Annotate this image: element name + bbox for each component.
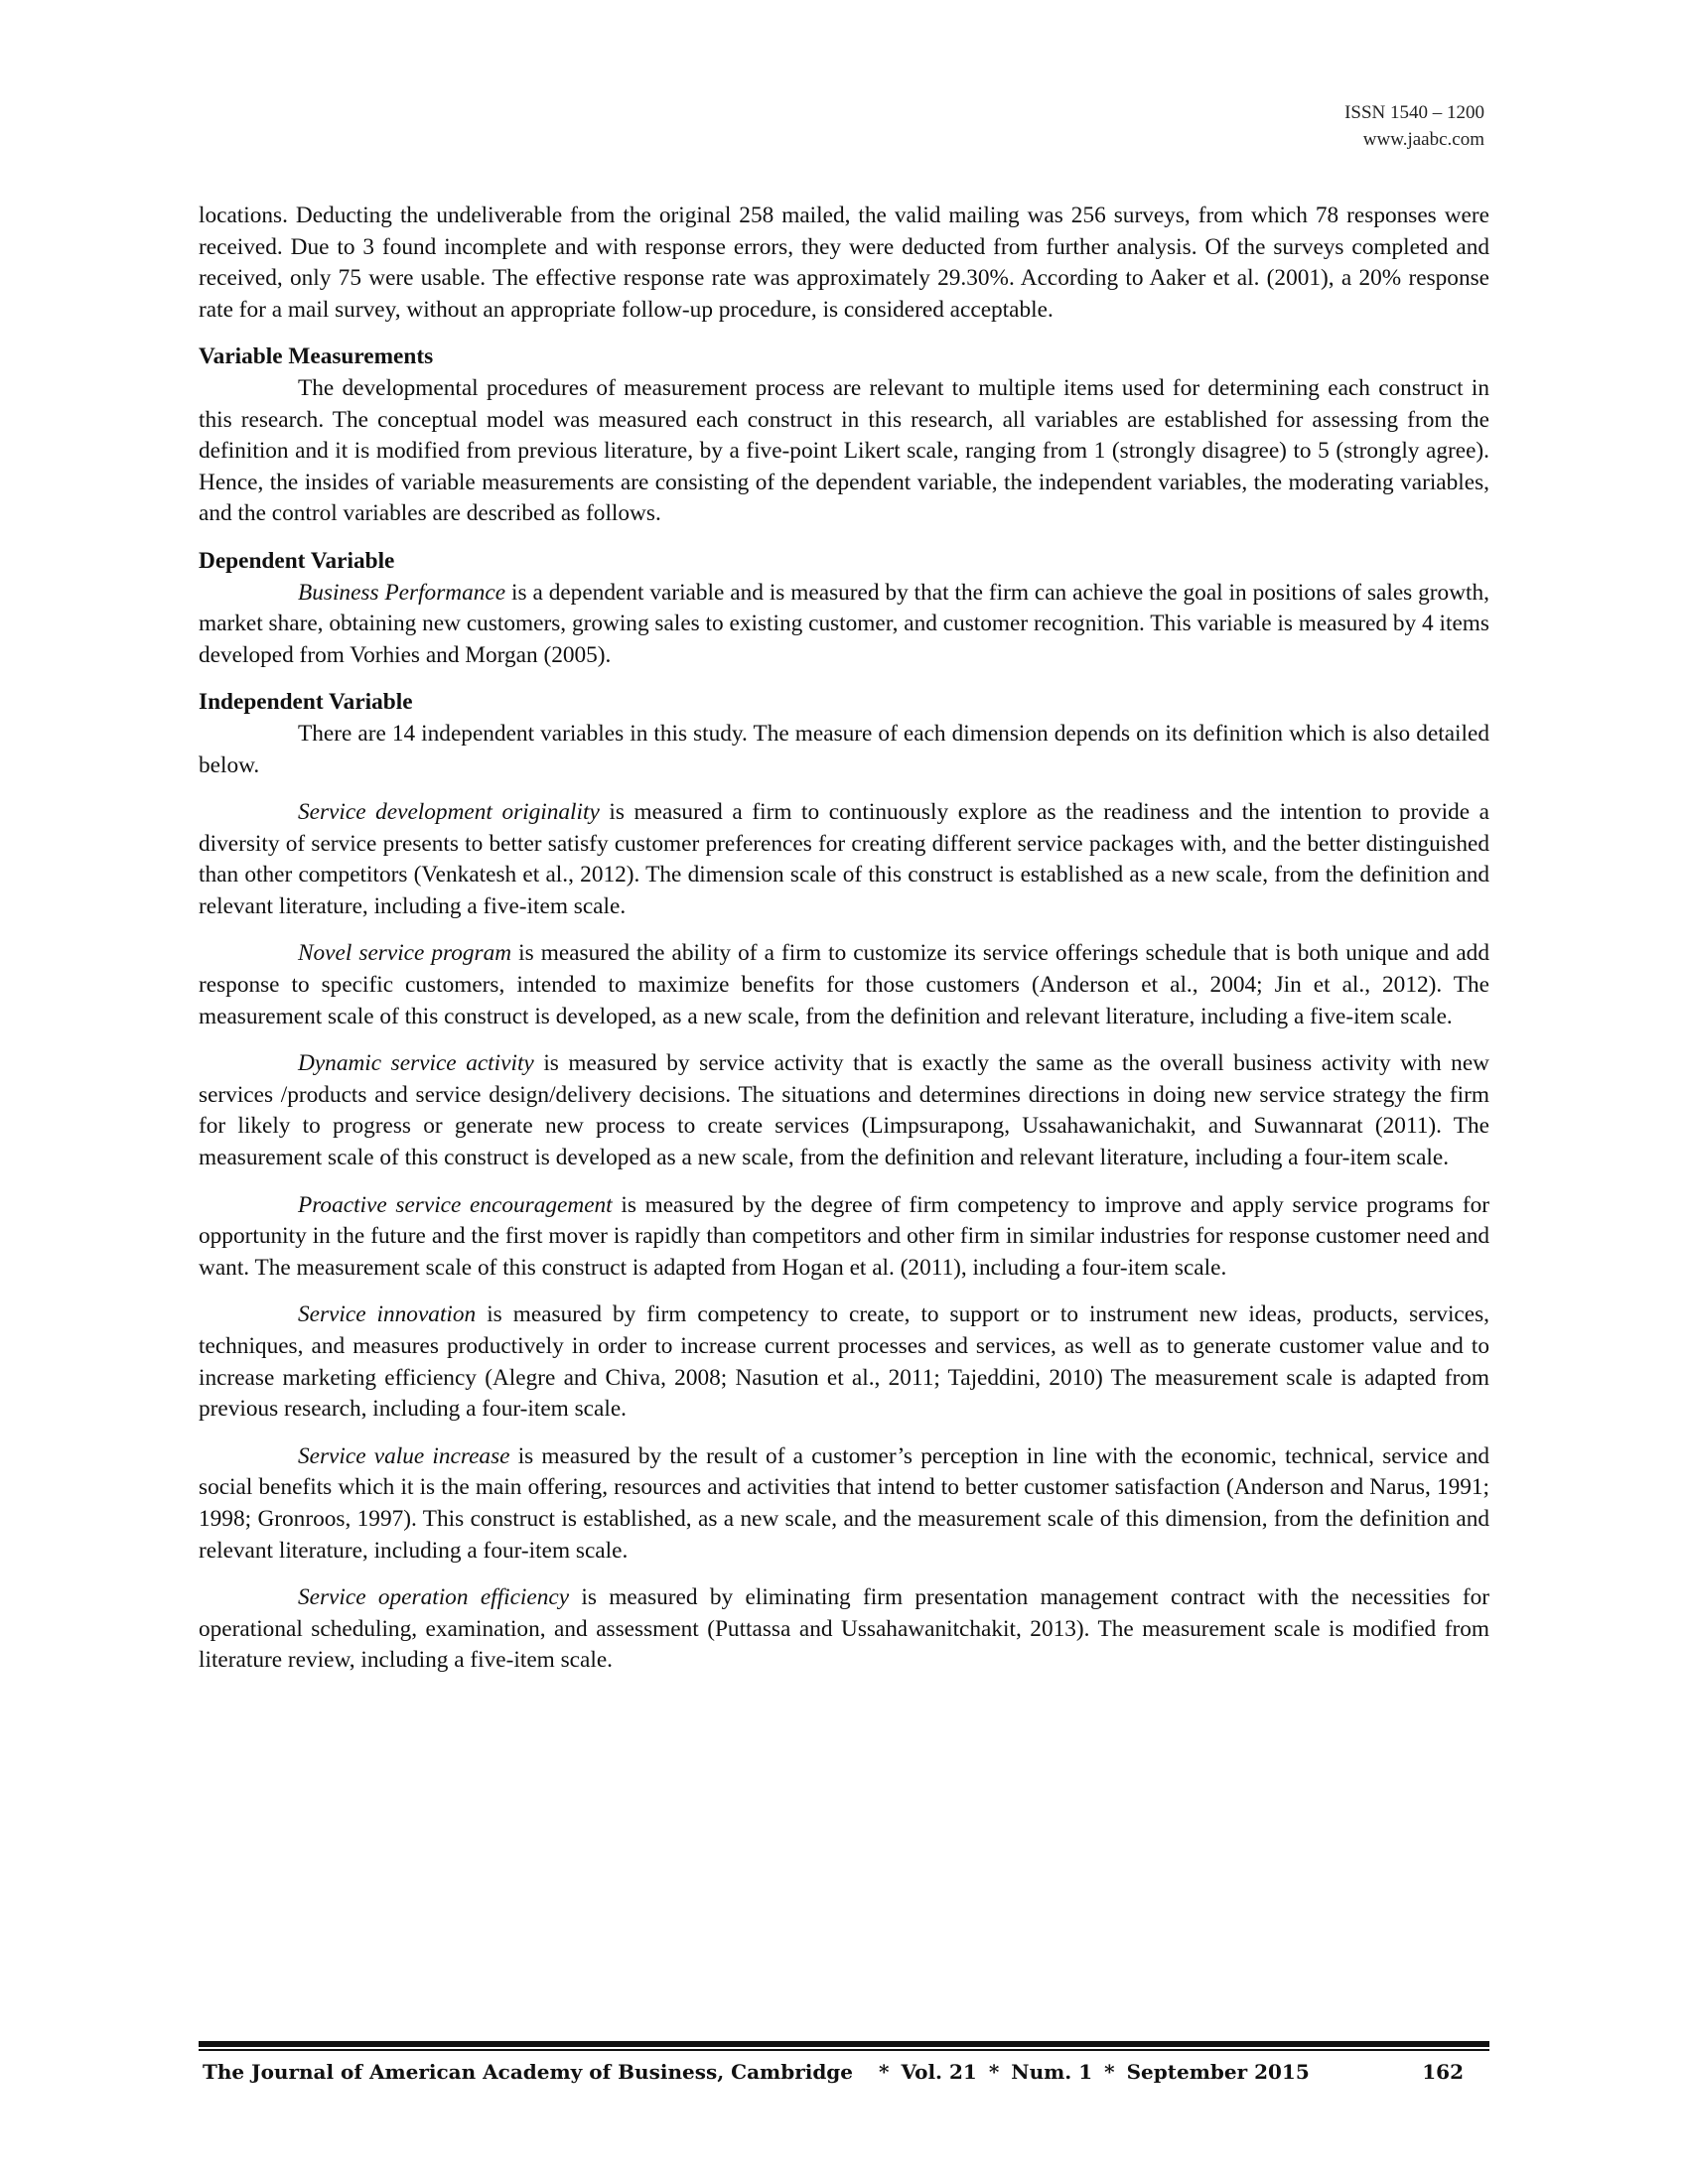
term-service-development-originality: Service development originality	[298, 799, 600, 826]
footer-journal-name: The Journal of American Academy of Business, Cambridge	[203, 2060, 854, 2084]
paragraph-dynamic-service-activity	[199, 1048, 1489, 1173]
text-proactive-service-encouragement: is measured by the degree of firm competency to improve and apply service programs for opportunity in the future and the first mover is rapidly than competitors and other firm in similar industries for response customer need and want. The measurement scale of this construct is adapted from Hogan et al. (2011), including a four-item scale.	[199, 1191, 1489, 1281]
independent-variable-paragraph: There are 14 independent variables in this study. The measure of each dimension depends on its definition which is also detailed below.	[199, 720, 1489, 778]
dependent-variable-paragraph	[199, 578, 1489, 672]
paragraph-novel-service-program	[199, 938, 1489, 1032]
variable-measurements-paragraph: The developmental procedures of measurement process are relevant to multiple items used for determining each construct in this research. The conceptual model was measured each construct in this research, all variables are established for assessing from the definition and it is modified from previous literature, by a five-point Likert scale, ranging from 1 (strongly disagree) to 5 (strongly agree). Hence, the insides of variable measurements are consisting of the dependent variable, the independent variables, the moderating variables, and the control variables are described as follows.	[199, 374, 1489, 527]
article-body	[199, 201, 1489, 1677]
text-service-operation-efficiency: is measured by eliminating firm presentation management contract with the necessities for operational scheduling, examination, and assessment (Puttassa and Ussahawanitchakit, 2013). The measurement scale is modified from literature review, including a five-item scale.	[199, 1584, 1490, 1674]
paragraph-service-innovation	[199, 1299, 1489, 1425]
footer-date: September 2015	[1126, 2060, 1310, 2084]
intro-paragraph: locations. Deducting the undeliverable from the original 258 mailed, the valid mailing was 256 surveys, from which 78 responses were received. Due to 3 found incomplete and with response errors, they were deducted from further analysis. Of the surveys completed and received, only 75 were usable. The effective response rate was approximately 29.30%. According to Aaker et al. (2001), a 20% response rate for a mail survey, without an appropriate follow-up procedure, is considered acceptable.	[199, 203, 1489, 323]
footer-rule-thick	[199, 2041, 1489, 2047]
text-service-value-increase: is measured by the result of a customer’s perception in line with the economic, technical, service and social benefits which it is the main offering, resources and activities that intend to better customer satisfaction (Anderson and Narus, 1991; 1998; Gronroos, 1997). This construct is established, as a new scale, and the measurement scale of this dimension, from the definition and relevant literature, including a four-item scale.	[199, 1442, 1490, 1564]
paragraph-proactive-service-encouragement	[199, 1190, 1489, 1285]
paragraph-service-operation-efficiency	[199, 1582, 1489, 1677]
paragraph-service-value-increase	[199, 1441, 1489, 1567]
footer-separator: *	[988, 2060, 1000, 2084]
term-service-innovation: Service innovation	[298, 1301, 477, 1328]
term-business-performance: Business Performance	[298, 579, 506, 606]
section-heading-independent-variable: Independent Variable	[199, 689, 413, 716]
text-dynamic-service-activity: is measured by service activity that is exactly the same as the overall business activity with new services /products and service design/delivery decisions. The situations and determines directions in doing new service strategy the firm for likely to progress or generate new process to create services (Limpsurapong, Ussahawanichakit, and Suwannarat (2011). The measurement scale of this construct is developed as a new scale, from the definition and relevant literature, including a four-item scale.	[199, 1050, 1489, 1171]
dependent-variable-text: is a dependent variable and is measured by that the firm can achieve the goal in positions of sales growth, market share, obtaining new customers, growing sales to existing customer, and customer recognition. This variable is measured by 4 items developed from Vorhies and Morgan (2005).	[199, 579, 1489, 668]
term-service-value-increase: Service value increase	[298, 1442, 510, 1469]
issn-label: ISSN 1540 – 1200	[1344, 102, 1484, 123]
footer-volume: Vol. 21	[901, 2060, 977, 2084]
term-novel-service-program: Novel service program	[298, 940, 512, 967]
footer-rule-thin	[199, 2049, 1489, 2051]
text-novel-service-program: is measured the ability of a firm to customize its service offerings schedule that is both unique and add response to specific customers, intended to maximize benefits for those customers (Anderson et al., 2004; Jin et al., 2012). The measurement scale of this construct is developed, as a new scale, from the definition and relevant literature, including a five-item scale.	[199, 940, 1489, 1029]
page-header	[1344, 99, 1484, 153]
footer-page-number: 162	[1422, 2060, 1464, 2084]
footer-citation	[203, 2057, 1310, 2087]
term-dynamic-service-activity: Dynamic service activity	[298, 1050, 534, 1077]
paragraph-service-development-originality	[199, 797, 1489, 922]
text-service-innovation: is measured by firm competency to create, to support or to instrument new ideas, products, services, techniques, and measures productively in order to increase current processes and services, as well as to generate customer value and to increase marketing efficiency (Alegre and Chiva, 2008; Nasution et al., 2011; Tajeddini, 2010) The measurement scale is adapted from previous research, including a four-item scale.	[199, 1301, 1489, 1423]
text-service-development-originality: is measured a firm to continuously explore as the readiness and the intention to provide a diversity of service presents to better satisfy customer preferences for creating different service packages with, and the better distinguished than other competitors (Venkatesh et al., 2012). The dimension scale of this construct is established as a new scale, from the definition and relevant literature, including a five-item scale.	[199, 799, 1489, 919]
footer-number: Num. 1	[1011, 2060, 1093, 2084]
footer-separator: *	[1104, 2060, 1115, 2084]
section-heading-dependent-variable: Dependent Variable	[199, 547, 395, 574]
section-heading-variable-measurements: Variable Measurements	[199, 343, 434, 370]
website-label: www.jaabc.com	[1362, 129, 1484, 150]
term-proactive-service-encouragement: Proactive service encouragement	[298, 1191, 613, 1218]
footer-separator: *	[878, 2060, 890, 2084]
term-service-operation-efficiency: Service operation efficiency	[298, 1584, 570, 1611]
